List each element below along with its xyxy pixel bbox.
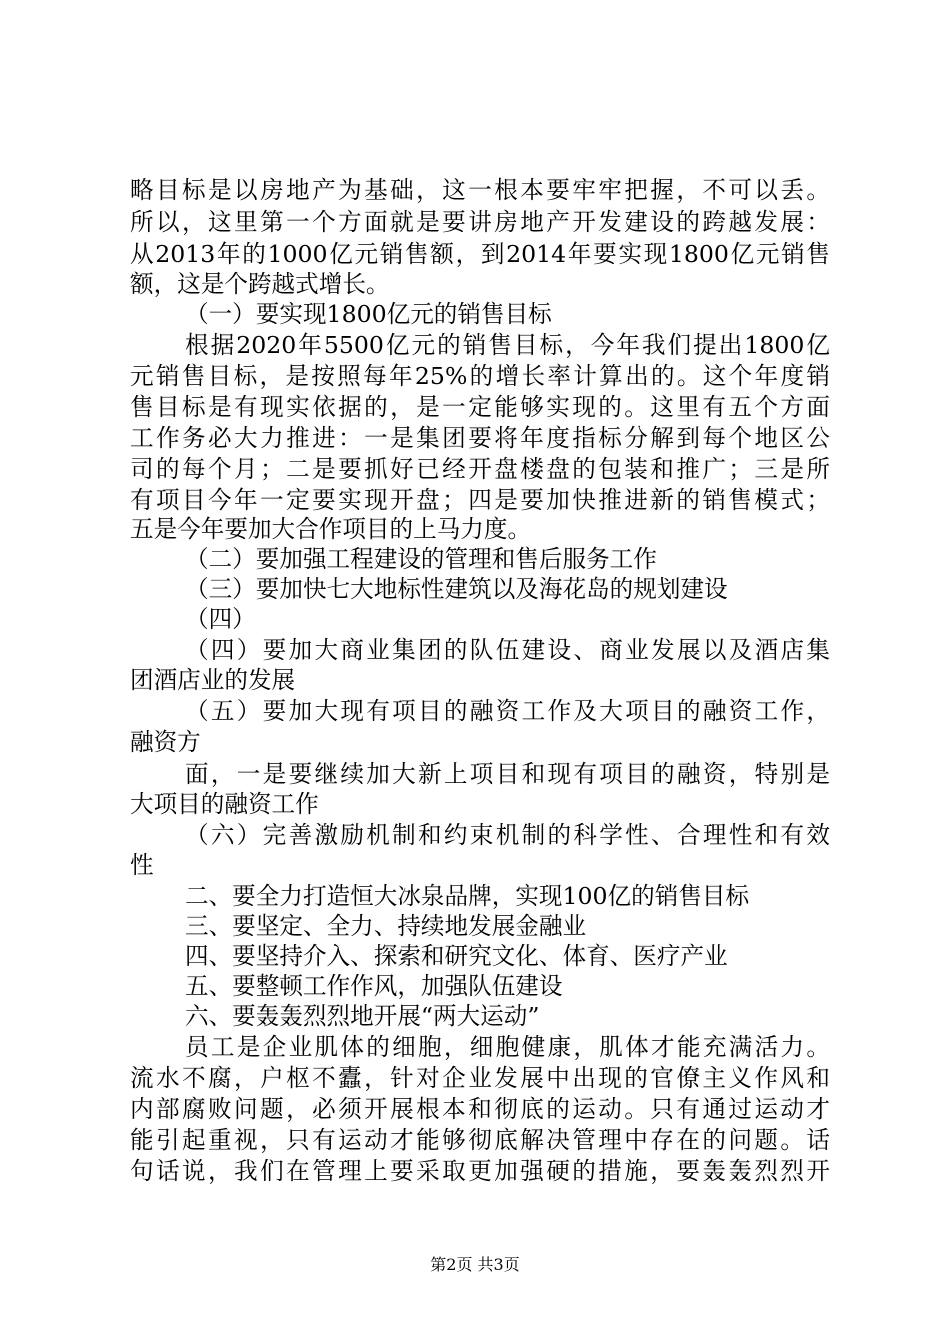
text-line: 司的每个月；二是要抓好已经开盘楼盘的包装和推广；三是所 [130, 455, 830, 483]
text-line: 从2013年的1000亿元销售额，到2014年要实现1800亿元销售 [130, 240, 830, 268]
text-line: 略目标是以房地产为基础，这一根本要牢牢把握，不可以丢。 [130, 176, 830, 204]
text-line: 员工是企业肌体的细胞，细胞健康，肌体才能充满活力。 [185, 1033, 830, 1061]
section-heading: 三、要坚定、全力、持续地发展金融业 [185, 912, 587, 940]
section-heading: （三）要加快七大地标性建筑以及海花岛的规划建设 [185, 575, 728, 603]
section-heading: （五）要加大现有项目的融资工作及大项目的融资工作， [185, 697, 830, 725]
section-heading: （四）要加大商业集团的队伍建设、商业发展以及酒店集 [185, 636, 830, 664]
section-heading: （一）要实现1800亿元的销售目标 [185, 300, 552, 328]
section-heading: 四、要坚持介入、探索和研究文化、体育、医疗产业 [185, 942, 728, 970]
section-heading: 五、要整顿工作作风，加强队伍建设 [185, 972, 563, 1000]
section-heading: 六、要轰轰烈烈地开展“两大运动” [185, 1002, 540, 1030]
text-line: 五是今年要加大合作项目的上马力度。 [130, 515, 532, 543]
text-line: 面，一是要继续加大新上项目和现有项目的融资，特别是 [185, 760, 830, 788]
text-line: 融资方 [130, 728, 201, 756]
text-line: 大项目的融资工作 [130, 790, 319, 818]
text-line: 流水不腐，户枢不蠹，针对企业发展中出现的官僚主义作风和 [130, 1064, 830, 1092]
text-line: 团酒店业的发展 [130, 666, 296, 694]
text-line: 元销售目标，是按照每年25%的增长率计算出的。这个年度销 [130, 362, 830, 390]
text-line: 所以，这里第一个方面就是要讲房地产开发建设的跨越发展： [130, 208, 830, 236]
text-line: 有项目今年一定要实现开盘；四是要加快推进新的销售模式； [130, 486, 830, 514]
text-line: 句话说，我们在管理上要采取更加强硬的措施，要轰轰烈烈开 [130, 1157, 830, 1185]
section-heading: 二、要全力打造恒大冰泉品牌，实现100亿的销售目标 [185, 882, 750, 910]
section-heading: （六）完善激励机制和约束机制的科学性、合理性和有效 [185, 821, 830, 849]
text-line: 额，这是个跨越式增长。 [130, 270, 390, 298]
text-line: 根据2020年5500亿元的销售目标，今年我们提出1800亿 [185, 331, 830, 359]
text-line: 工作务必大力推进：一是集团要将年度指标分解到每个地区公 [130, 424, 830, 452]
text-line: 性 [130, 851, 154, 879]
section-heading: （四） [185, 605, 256, 633]
text-line: 能引起重视，只有运动才能够彻底解决管理中存在的问题。话 [130, 1126, 830, 1154]
text-line: 售目标是有现实依据的，是一定能够实现的。这里有五个方面 [130, 393, 830, 421]
text-line: 内部腐败问题，必须开展根本和彻底的运动。只有通过运动才 [130, 1095, 830, 1123]
page-number: 第2页 共3页 [430, 1255, 520, 1274]
section-heading: （二）要加强工程建设的管理和售后服务工作 [185, 545, 657, 573]
